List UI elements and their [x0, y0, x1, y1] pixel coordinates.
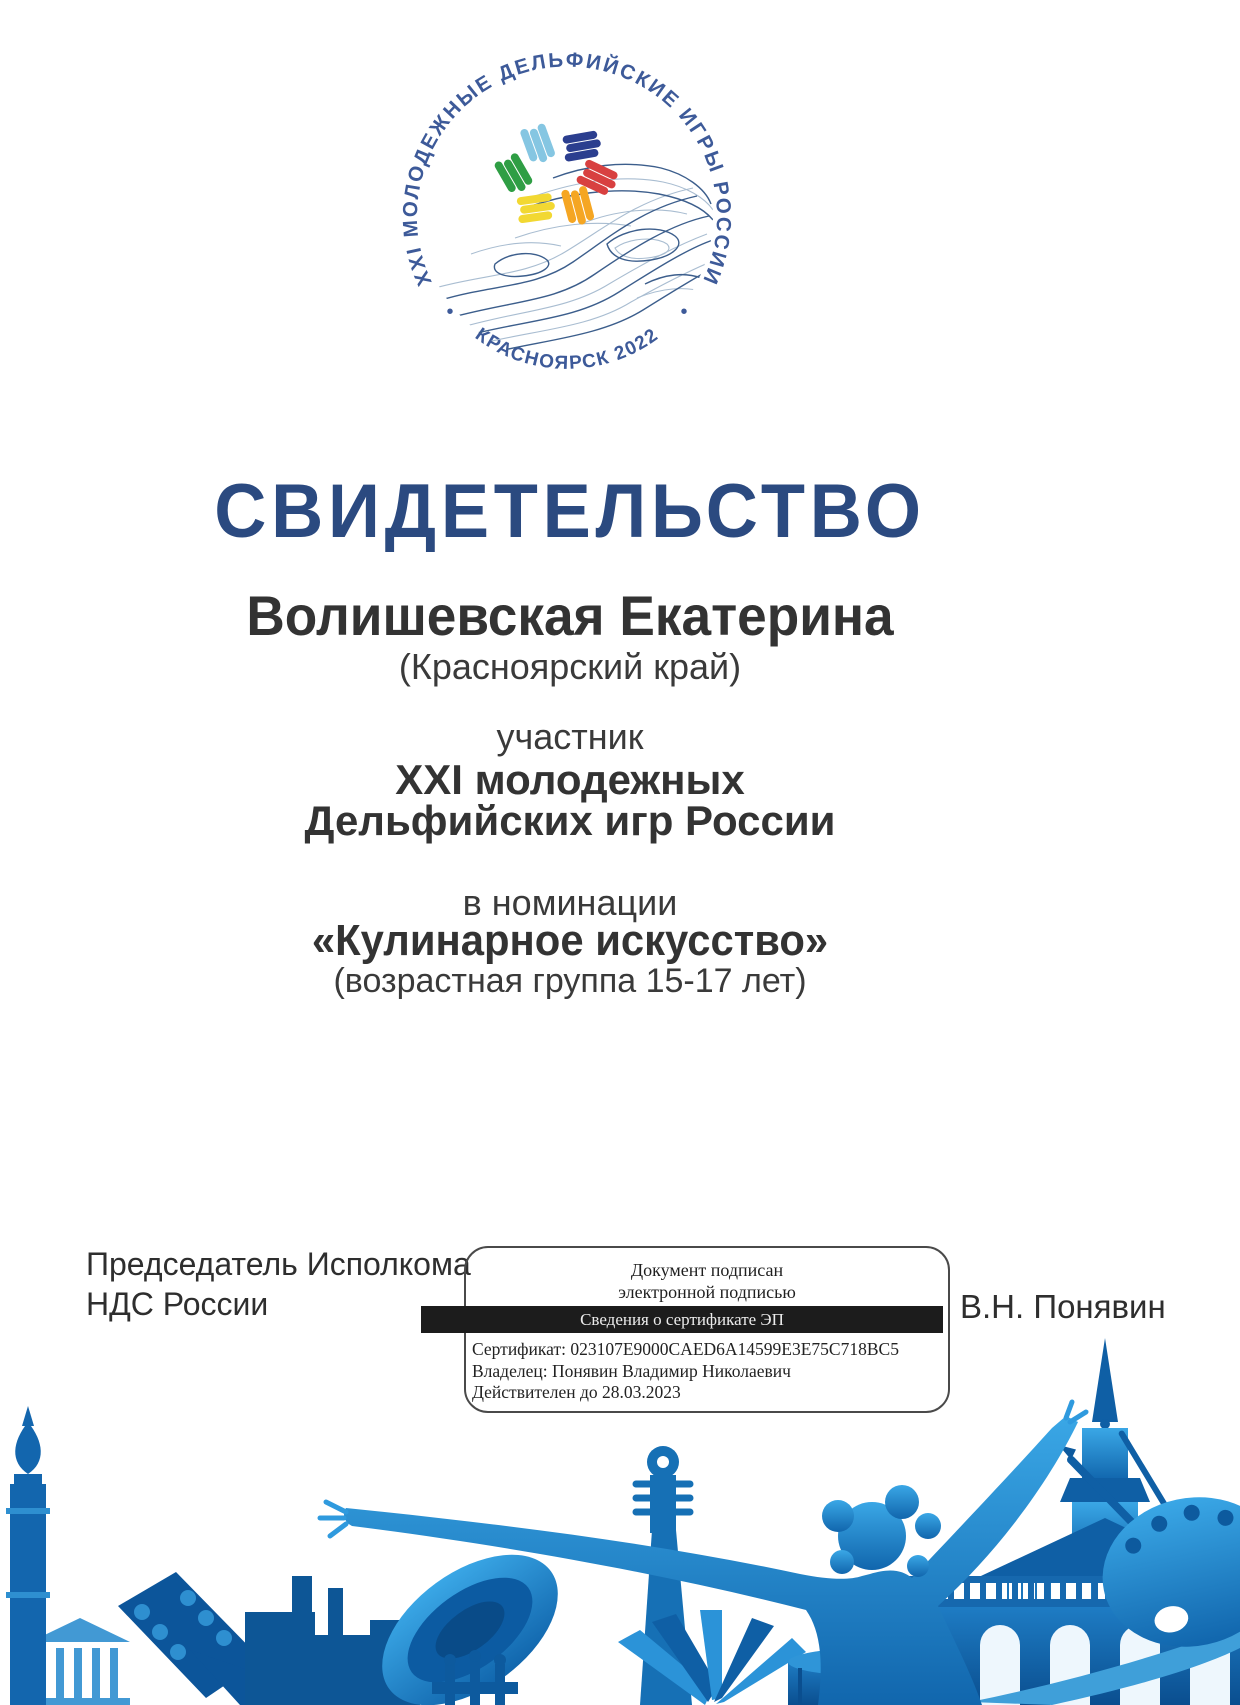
delphic-games-logo [375, 48, 760, 383]
stamp-details [472, 1339, 942, 1404]
signer-position [86, 1244, 471, 1324]
stamp-certificate-number: Сертификат: 023107E9000CAED6A14599E3E75C718BC5 [472, 1339, 899, 1359]
signer-position-line2: НДС России [86, 1286, 269, 1322]
logo-arc-top-text: XXI МОЛОДЕЖНЫЕ ДЕЛЬФИЙСКИЕ ИГРЫ РОССИИ [398, 48, 736, 290]
age-group: (возрастная группа 15-17 лет) [333, 962, 807, 1000]
stamp-header-line2: электронной подписью [618, 1282, 796, 1302]
stamp-header-line1: Документ подписан [630, 1260, 784, 1280]
logo-pinwheel [499, 127, 616, 223]
event-name-line2: Дельфийских игр России [304, 797, 836, 844]
left-church-tower [6, 1406, 50, 1705]
recipient-name: Волишевская Екатерина [246, 584, 894, 647]
stamp-validity: Действителен до 28.03.2023 [472, 1382, 681, 1402]
nomination-name: «Кулинарное искусство» [311, 916, 829, 965]
logo-separator-left: • [446, 301, 454, 323]
event-name-line1: XXI молодежных [395, 756, 745, 803]
certificate-info-bar: Сведения о сертификате ЭП [421, 1306, 943, 1333]
participant-role: участник [496, 716, 644, 757]
logo-separator-right: • [680, 301, 688, 323]
signer-position-line1: Председатель Исполкома [86, 1246, 471, 1282]
logo-arc-bottom-text: КРАСНОЯРСК 2022 [471, 324, 663, 374]
recipient-region: (Красноярский край) [398, 646, 742, 687]
stamp-header [466, 1248, 948, 1303]
signer-name: В.Н. Понявин [960, 1288, 1166, 1325]
nomination-label: в номинации [462, 882, 678, 923]
certificate-title: СВИДЕТЕЛЬСТВО [214, 469, 926, 554]
stamp-owner: Владелец: Понявин Владимир Николаевич [472, 1360, 791, 1381]
